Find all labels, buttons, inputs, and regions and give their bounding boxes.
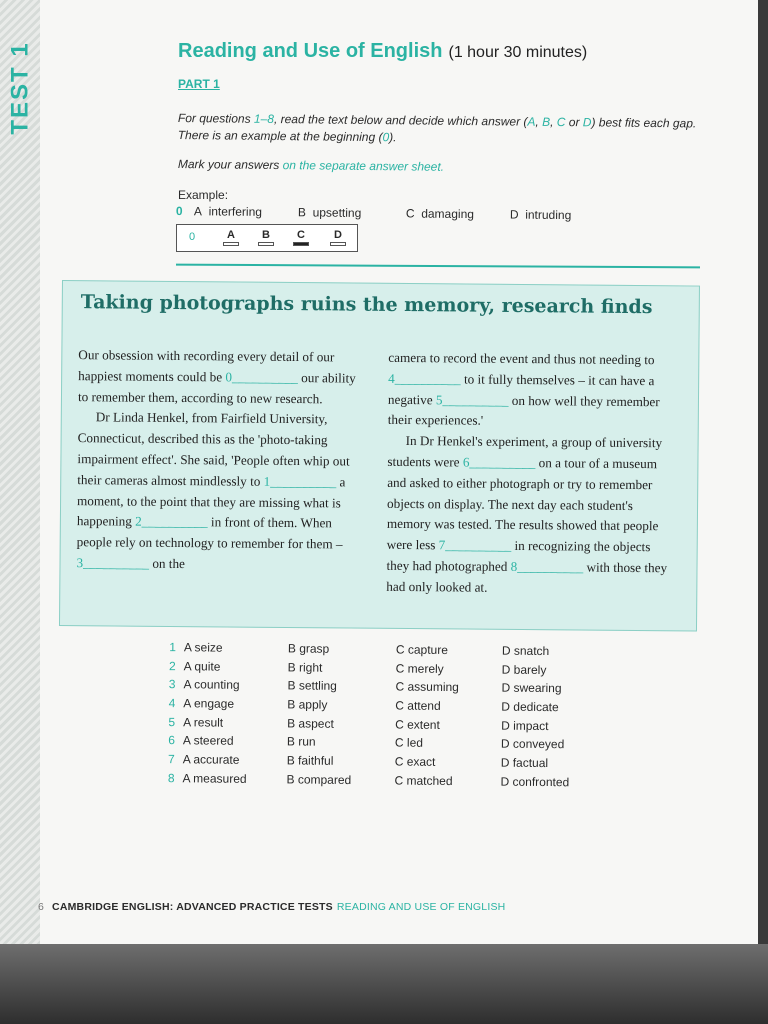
mark-instruction (178, 157, 444, 174)
section-duration: (1 hour 30 minutes) (448, 44, 588, 61)
question-option-c: C exact (394, 754, 436, 770)
instr-text: ) best fits each gap. There is an example at the beginning ( (177, 115, 697, 145)
question-number: 6 (168, 733, 176, 748)
page-footer (38, 901, 505, 913)
section-divider (176, 264, 700, 269)
instr-text: , read the text below and decide which answer ( (273, 112, 528, 129)
question-option-b: B apply (287, 697, 328, 712)
article-text: in recognizing the objects they had photographed (386, 538, 651, 574)
answer-lozenge (330, 242, 346, 246)
gap-number: 1 (263, 473, 271, 489)
question-row-8 (158, 771, 598, 794)
question-option-b: B aspect (287, 716, 334, 731)
question-number: 8 (167, 770, 175, 785)
example-option-c (406, 206, 474, 221)
question-option-a: A seize (183, 640, 223, 655)
article-text: camera to record the event and thus not needing to (388, 349, 655, 368)
article-paragraph (388, 348, 671, 434)
gap-number: 2 (135, 514, 142, 530)
section-title: Reading and Use of English (178, 40, 443, 62)
gap-5: 5__________ (435, 391, 509, 408)
question-option-a: A steered (182, 733, 234, 749)
page-title (178, 40, 587, 63)
question-number: 7 (167, 752, 175, 767)
gap-2: 2__________ (135, 514, 208, 530)
question-number: 5 (168, 714, 176, 729)
question-number: 4 (168, 696, 176, 711)
question-option-d: D snatch (501, 643, 550, 659)
mark-answer-sheet: on the separate answer sheet. (282, 158, 445, 174)
test-side-tab-label: TEST 1 (7, 41, 35, 135)
answer-box-number: 0 (189, 231, 196, 243)
example-option-a (194, 204, 262, 219)
question-option-a: A counting (183, 677, 240, 693)
question-option-a: A accurate (182, 752, 240, 767)
page-edge-strip (0, 0, 40, 944)
example-option-b (298, 205, 362, 220)
option-word: damaging (421, 206, 475, 222)
gap-6: 6__________ (462, 454, 536, 471)
instr-letter-d: D (582, 115, 592, 130)
instr-text: ). (389, 130, 397, 145)
question-option-d: D swearing (501, 680, 562, 696)
question-option-c: C merely (395, 661, 444, 676)
question-number: 2 (168, 658, 176, 673)
page-number: 6 (38, 901, 45, 913)
answer-letter: D (334, 229, 342, 241)
gap-number: 8 (510, 558, 518, 574)
instr-letter-b: B (542, 114, 551, 129)
question-option-b: B right (287, 660, 323, 675)
article-box (59, 280, 700, 632)
article-text: a moment, to the point that they are missing what is happening (76, 474, 346, 530)
question-option-b: B compared (286, 772, 352, 787)
article-text: Our obsession with recording every detail of our happiest moments could be (78, 347, 335, 385)
gap-7: 7__________ (438, 537, 512, 554)
instructions: For questions 1–8, read the text below and decide which answer (A, B, C or D) best fits each gap. There is an example at the beginning (0). (177, 110, 697, 145)
footer-section: READING AND USE OF ENGLISH (336, 901, 506, 913)
question-option-d: D impact (501, 718, 549, 733)
option-letter: B (297, 205, 307, 220)
example-options (174, 204, 594, 223)
test-side-tab (2, 40, 40, 136)
article-text: on the (148, 555, 186, 572)
answer-lozenge-filled (293, 242, 309, 246)
gap-3: 3__________ (76, 555, 150, 571)
question-option-a: A quite (183, 658, 221, 674)
answer-choice-d (330, 229, 346, 246)
gap-number: 5 (435, 391, 443, 407)
question-option-d: D dedicate (501, 699, 559, 715)
option-word: intruding (525, 207, 572, 223)
article-text: our ability to remember them, according to new research. (77, 369, 356, 406)
article-column-right (386, 348, 670, 600)
question-number: 3 (168, 677, 176, 692)
option-letter: D (509, 207, 519, 222)
gap-1: 1__________ (263, 473, 337, 490)
page-shadow (0, 944, 768, 1024)
question-option-a: A result (183, 714, 224, 730)
article-text: on how well they remember their experiences.' (387, 392, 660, 429)
option-letter: C (405, 206, 415, 221)
answer-choice-a (223, 229, 239, 246)
footer-book-title: CAMBRIDGE ENGLISH: ADVANCED PRACTICE TESTS (52, 901, 333, 913)
instr-text: or (565, 115, 583, 130)
gap-number: 6 (462, 454, 470, 470)
question-option-c: C matched (394, 773, 453, 788)
option-letter: A (193, 204, 203, 219)
example-number: 0 (175, 204, 183, 219)
gap-number: 4 (388, 370, 395, 386)
article-text: in front of them. When people rely on technology to remember for them – (76, 514, 343, 552)
question-option-d: D conveyed (500, 737, 565, 752)
question-option-d: D confronted (500, 774, 570, 790)
option-word: upsetting (312, 205, 362, 220)
answer-choice-b (258, 229, 274, 246)
article-text: In Dr Henkel's experiment, a group of university students were (387, 433, 663, 470)
question-number: 1 (169, 640, 176, 655)
article-text: to it fully themselves – it can have a negative (387, 371, 655, 407)
question-option-b: B grasp (287, 641, 330, 656)
instr-zero: 0 (382, 130, 390, 145)
answer-options-list (158, 640, 600, 794)
article-paragraph (78, 345, 361, 410)
question-option-c: C extent (395, 717, 440, 732)
article-column-left (76, 345, 360, 576)
answer-choice-c-selected (293, 229, 309, 246)
question-option-a: A measured (182, 771, 247, 786)
article-paragraph (76, 408, 359, 577)
question-option-c: C led (394, 735, 424, 751)
question-option-b: B run (286, 734, 316, 750)
question-option-b: B settling (287, 678, 337, 694)
example-label: Example: (178, 188, 229, 202)
gap-number: 3 (76, 555, 84, 571)
article-paragraph (386, 431, 669, 600)
article-text: with those they had only looked at. (386, 559, 668, 595)
question-option-d: D barely (501, 662, 547, 677)
article-title: Taking photographs ruins the memory, research finds (80, 291, 653, 319)
gap-number: 0 (225, 369, 233, 385)
gap-0: 0__________ (225, 369, 298, 385)
question-option-c: C assuming (395, 679, 459, 695)
instr-letter-a: A (527, 114, 536, 129)
question-option-d: D factual (500, 755, 549, 771)
answer-lozenge (258, 242, 274, 246)
mark-text: Mark your answers (177, 157, 283, 173)
article-text: on a tour of a museum and asked to either photograph or try to remember objects on display. The next day each student's memory was tested. The results showed that people were less (386, 455, 659, 553)
instr-text: For questions (177, 110, 255, 126)
answer-lozenge (223, 242, 239, 246)
gap-4: 4__________ (388, 370, 461, 387)
gap-number: 7 (438, 537, 446, 553)
instr-letter-c: C (556, 114, 566, 130)
answer-letter: A (227, 229, 235, 241)
option-word: interfering (208, 204, 263, 219)
article-text: Dr Linda Henkel, from Fairfield University, Connecticut, described this as the 'photo-taking impairment effect'. She said, 'People often whip out their cameras almost mindlessly to (77, 409, 350, 489)
answer-letter: B (262, 229, 270, 241)
example-option-d (510, 208, 572, 223)
gap-8: 8__________ (510, 558, 584, 575)
question-option-b: B faithful (286, 753, 334, 768)
example-answer-box (176, 224, 358, 252)
question-option-c: C attend (395, 698, 441, 714)
question-option-a: A engage (183, 696, 235, 711)
part-heading: PART 1 (178, 77, 220, 91)
instr-range: 1–8 (253, 111, 275, 127)
question-option-c: C capture (395, 642, 449, 658)
answer-letter: C (297, 229, 305, 241)
